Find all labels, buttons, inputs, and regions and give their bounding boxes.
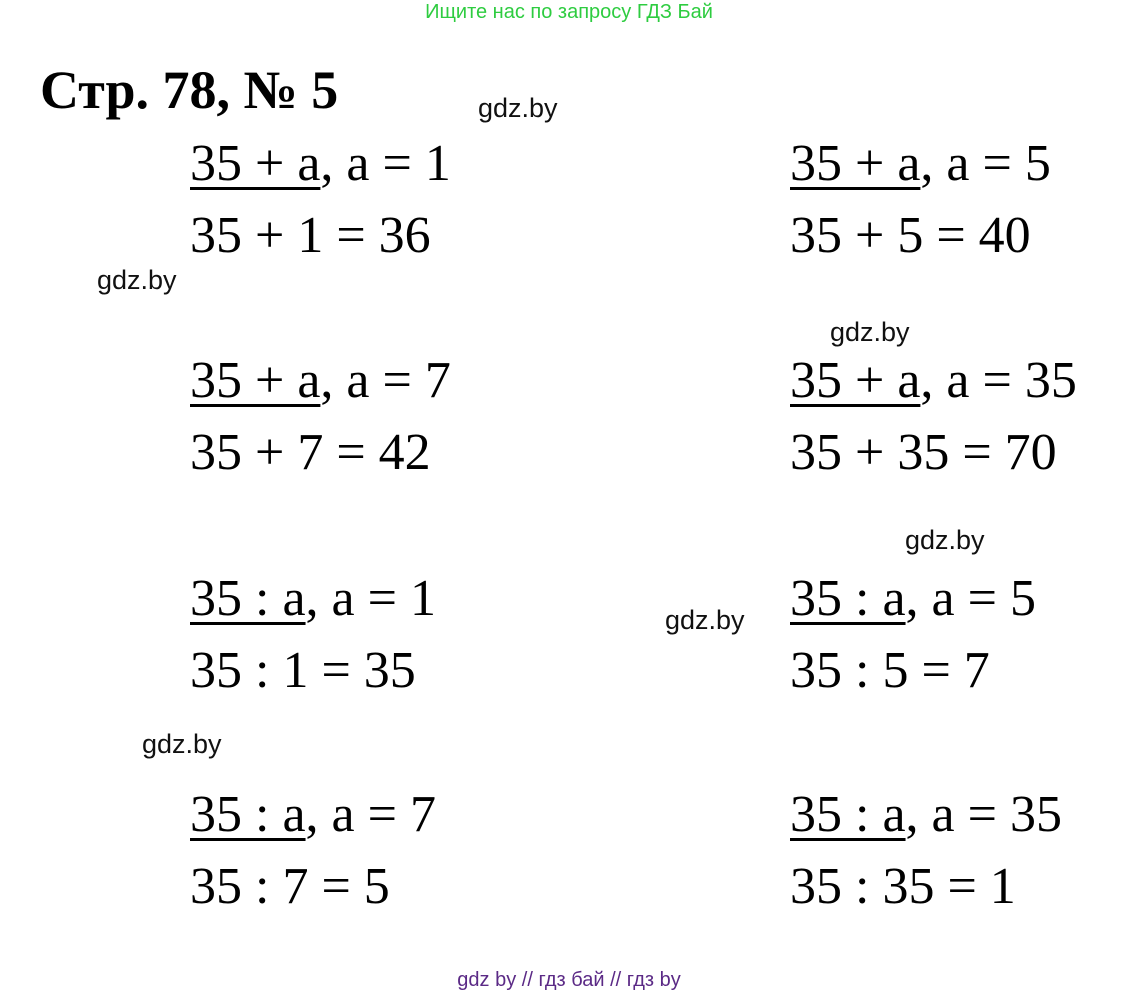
- condition: , a = 1: [305, 570, 436, 627]
- problem-block: [190, 128, 451, 272]
- problem-block: [190, 563, 436, 707]
- condition: , a = 5: [920, 135, 1051, 192]
- problem-statement: [190, 345, 451, 417]
- condition: , a = 1: [320, 135, 451, 192]
- expression: 35 : a: [790, 786, 906, 843]
- expression: 35 + a: [790, 352, 921, 409]
- expression: 35 + a: [190, 135, 321, 192]
- problem-statement: [790, 345, 1077, 417]
- solution: 35 + 5 = 40: [790, 207, 1031, 264]
- problem-statement: [190, 563, 436, 635]
- watermark: gdz.by: [905, 525, 985, 555]
- condition: , a = 35: [920, 352, 1077, 409]
- expression: 35 : a: [190, 570, 306, 627]
- solution: 35 : 35 = 1: [790, 858, 1016, 915]
- solution: 35 : 7 = 5: [190, 858, 390, 915]
- problem-block: [790, 563, 1036, 707]
- watermark: gdz.by: [665, 605, 745, 635]
- condition: , a = 7: [320, 352, 451, 409]
- solution: 35 : 5 = 7: [790, 642, 990, 699]
- problem-block: [790, 345, 1077, 489]
- footer-link[interactable]: гдз by: [626, 969, 681, 991]
- expression: 35 : a: [190, 786, 306, 843]
- condition: , a = 35: [905, 786, 1062, 843]
- footer-separator: //: [521, 969, 533, 991]
- footer-separator: //: [610, 969, 622, 991]
- problem-statement: [190, 128, 451, 200]
- problem-statement: [790, 563, 1036, 635]
- footer-link[interactable]: gdz by: [457, 969, 517, 991]
- problem-statement: [790, 779, 1062, 851]
- solution: 35 + 1 = 36: [190, 207, 431, 264]
- expression: 35 : a: [790, 570, 906, 627]
- solution: 35 + 7 = 42: [190, 424, 431, 481]
- watermark: gdz.by: [830, 317, 910, 347]
- watermark: gdz.by: [142, 729, 222, 759]
- footer-links: [0, 966, 1138, 994]
- condition: , a = 7: [305, 786, 436, 843]
- problem-statement: [190, 779, 436, 851]
- top-banner[interactable]: Ищите нас по запросу ГДЗ Бай: [425, 1, 713, 23]
- solution: 35 + 35 = 70: [790, 424, 1057, 481]
- problem-statement: [790, 128, 1051, 200]
- watermark: gdz.by: [97, 265, 177, 295]
- solution: 35 : 1 = 35: [190, 642, 416, 699]
- problem-block: [190, 779, 436, 923]
- footer-link[interactable]: гдз бай: [538, 969, 605, 991]
- condition: , a = 5: [905, 570, 1036, 627]
- expression: 35 + a: [190, 352, 321, 409]
- problem-block: [790, 128, 1051, 272]
- watermark: gdz.by: [478, 93, 558, 123]
- expression: 35 + a: [790, 135, 921, 192]
- problem-block: [790, 779, 1062, 923]
- problem-block: [190, 345, 451, 489]
- page-title: Стр. 78, № 5: [40, 60, 339, 120]
